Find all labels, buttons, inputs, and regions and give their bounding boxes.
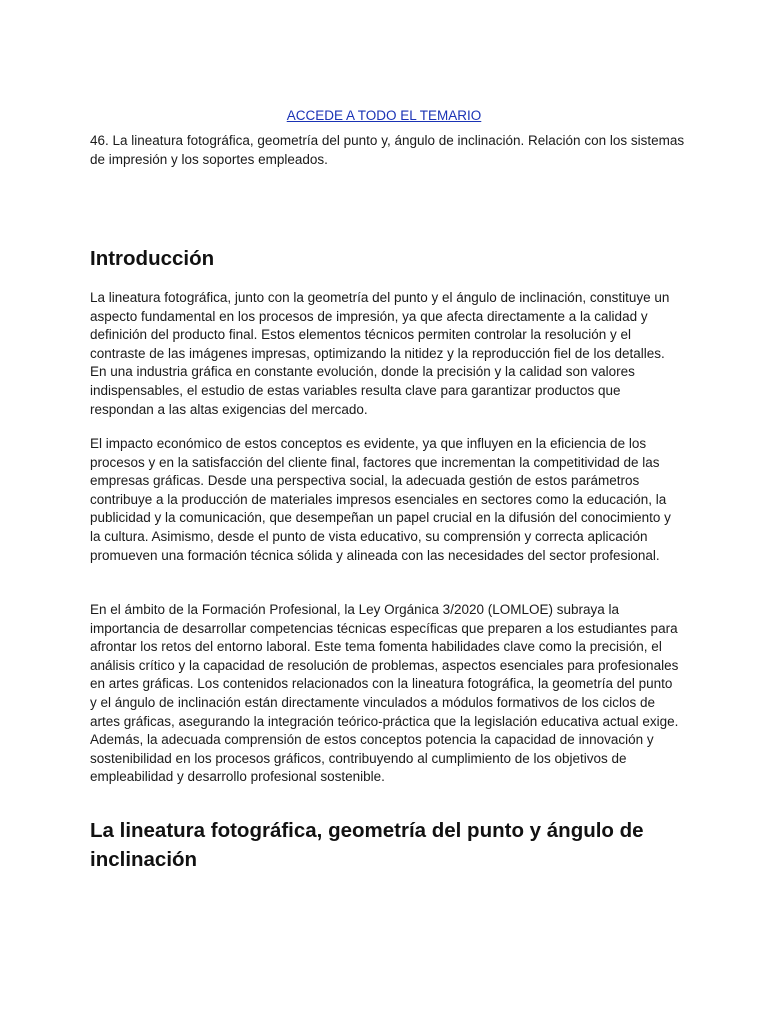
topic-title: 46. La lineatura fotográfica, geometría del punto y, ángulo de inclinación. Relación con los sistemas de impresión y los soportes empleados.: [90, 133, 685, 167]
section-heading: La lineatura fotográfica, geometría del punto y ángulo de inclinación: [90, 819, 644, 871]
intro-paragraph-2: El impacto económico de estos conceptos es evidente, ya que influyen en la eficiencia de los procesos y en la satisfacción del cliente final, factores que incrementan la competitividad de las empresas gráficas. Desde una perspectiva social, la adecuada gestión de estos parámetros contribuye a la producción de materiales impresos esenciales en sectores como la educación, la publicidad y la comunicación, que desempeñan un papel crucial en la difusión del conocimiento y la cultura. Asimismo, desde el punto de vista educativo, su comprensión y correcta aplicación promueven una formación técnica sólida y alineada con las necesidades del sector profesional.: [90, 436, 671, 563]
intro-paragraph-3: En el ámbito de la Formación Profesional, la Ley Orgánica 3/2020 (LOMLOE) subraya la importancia de desarrollar competencias técnicas específicas que preparen a los estudiantes para afrontar los retos del entorno laboral. Este tema fomenta habilidades clave como la precisión, el análisis crítico y la capacidad de resolución de problemas, aspectos esenciales para profesionales en artes gráficas. Los contenidos relacionados con la lineatura fotográfica, la geometría del punto y el ángulo de inclinación están directamente vinculados a módulos formativos de los ciclos de artes gráficas, asegurando la integración teórico-práctica que la legislación educativa actual exige. Además, la adecuada comprensión de estos conceptos potencia la capacidad de innovación y sostenibilidad en los procesos gráficos, contribuyendo al cumplimiento de los objetivos de empleabilidad y desarrollo profesional sostenible.: [90, 602, 679, 785]
intro-paragraph-1: La lineatura fotográfica, junto con la geometría del punto y el ángulo de inclinación, constituye un aspecto fundamental en los procesos de impresión, ya que afecta directamente a la calidad y definición del producto final. Estos elementos técnicos permiten controlar la resolución y el contraste de las imágenes impresas, optimizando la nitidez y la reproducción fiel de los detalles. En una industria gráfica en constante evolución, donde la precisión y la calidad son valores indispensables, el estudio de estas variables resulta clave para garantizar productos que respondan a las altas exigencias del mercado.: [90, 290, 670, 417]
introduction-heading: Introducción: [90, 247, 215, 270]
syllabus-link[interactable]: ACCEDE A TODO EL TEMARIO: [286, 108, 482, 123]
